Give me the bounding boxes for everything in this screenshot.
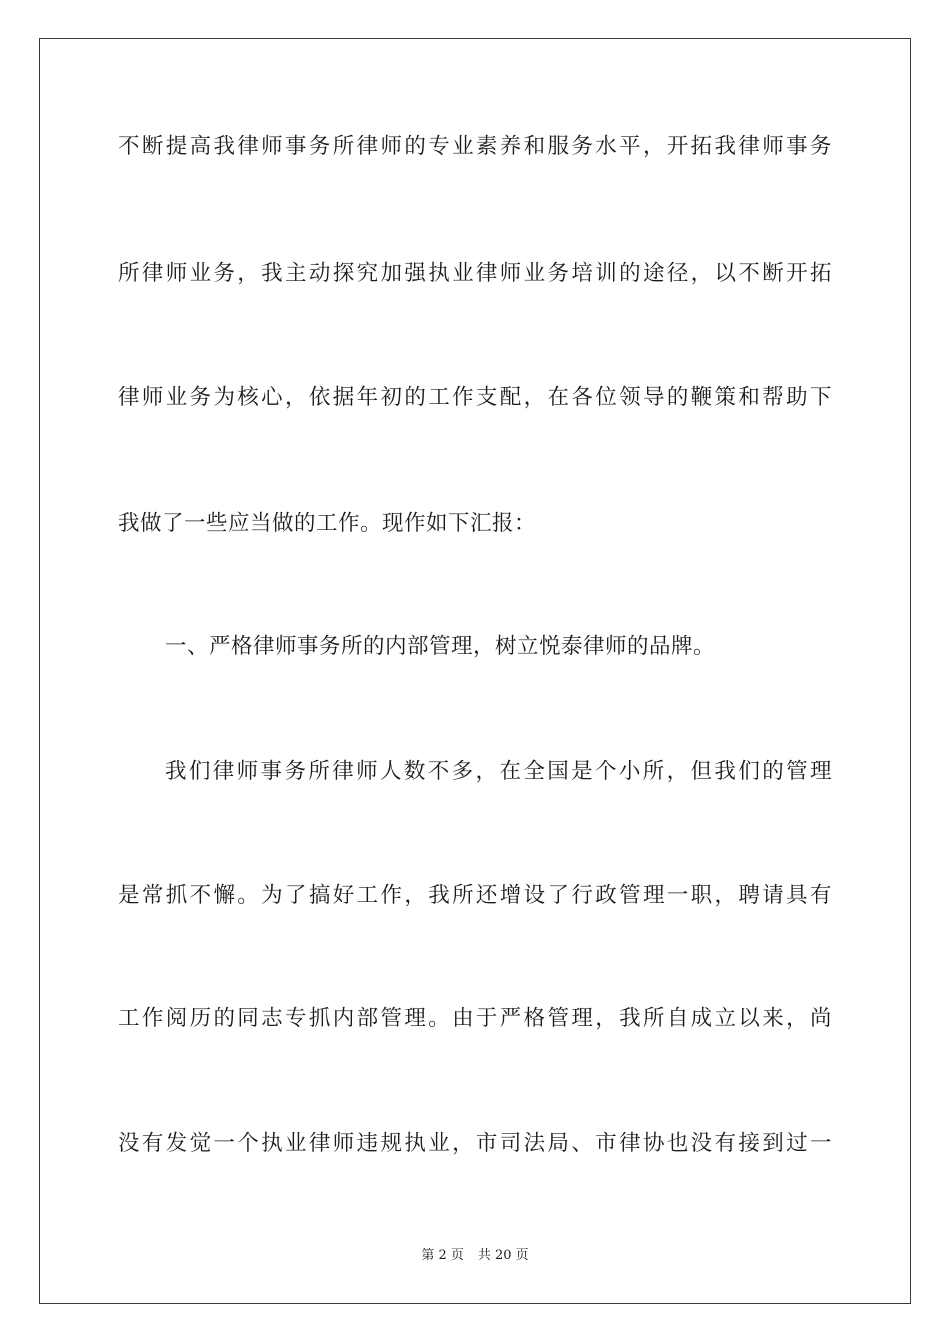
page-total: 共 20 页 <box>477 1248 529 1263</box>
text-line-9: 没有发觉一个执业律师违规执业，市司法局、市律协也没有接到过一 <box>118 1131 832 1156</box>
text-line-8: 工作阅历的同志专抓内部管理。由于严格管理，我所自成立以来，尚 <box>118 1006 832 1031</box>
page-footer <box>0 1247 950 1265</box>
text-line-1: 不断提高我律师事务所律师的专业素养和服务水平，开拓我律师事务 <box>118 134 832 159</box>
text-line-6: 我们律师事务所律师人数不多，在全国是个小所，但我们的管理 <box>165 759 832 784</box>
text-line-7: 是常抓不懈。为了搞好工作，我所还增设了行政管理一职，聘请具有 <box>118 883 832 908</box>
text-line-4: 我做了一些应当做的工作。现作如下汇报： <box>118 511 537 536</box>
text-line-3: 律师业务为核心，依据年初的工作支配，在各位领导的鞭策和帮助下 <box>118 385 832 410</box>
section-heading-1: 一、严格律师事务所的内部管理，树立悦泰律师的品牌。 <box>165 634 716 659</box>
page-number: 第 2 页 <box>421 1248 464 1263</box>
text-line-2: 所律师业务，我主动探究加强执业律师业务培训的途径，以不断开拓 <box>118 261 832 286</box>
page-border <box>39 38 911 1304</box>
